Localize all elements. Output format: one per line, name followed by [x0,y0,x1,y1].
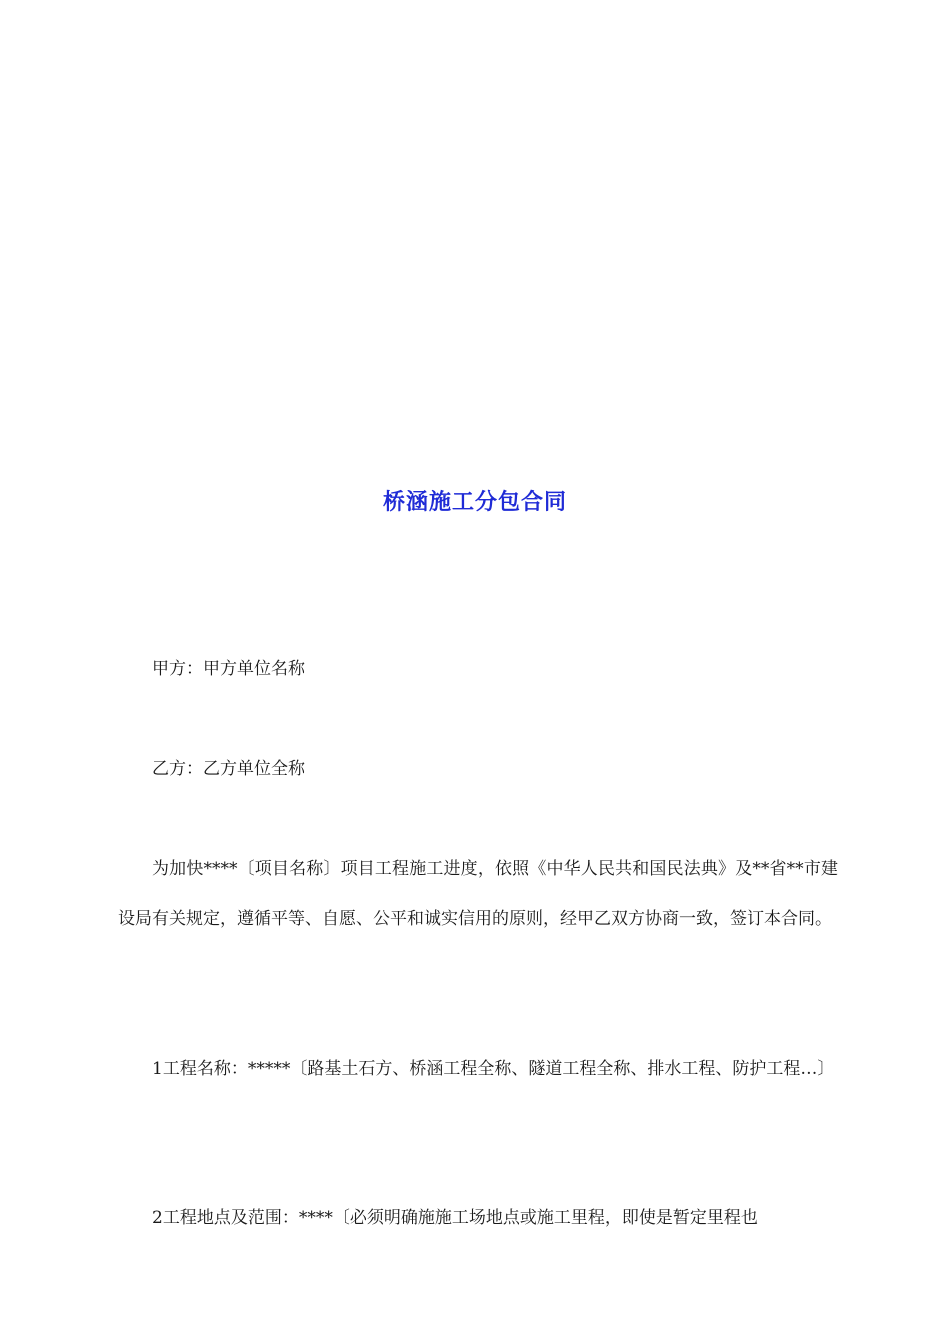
document-title: 桥涵施工分包合同 [382,489,567,515]
party-a-line: 甲方：甲方单位名称 [152,659,305,679]
preamble-paragraph: 为加快****〔项目名称〕项目工程施工进度，依照《中华人民共和国民法典》及**省**市建设局有关规定，遵循平等、自愿、公平和诚实信用的原则，经甲乙双方协商一致，签订本合同。 [118,859,838,929]
party-b-line: 乙方：乙方单位全称 [152,759,305,779]
clause-1-paragraph: 1工程名称：*****〔路基土石方、桥涵工程全称、隧道工程全称、排水工程、防护工程…〕 [152,1059,835,1079]
clause-2-paragraph: 2工程地点及范围：****〔必须明确施施工场地点或施工里程，即使是暂定里程也 [152,1208,758,1228]
